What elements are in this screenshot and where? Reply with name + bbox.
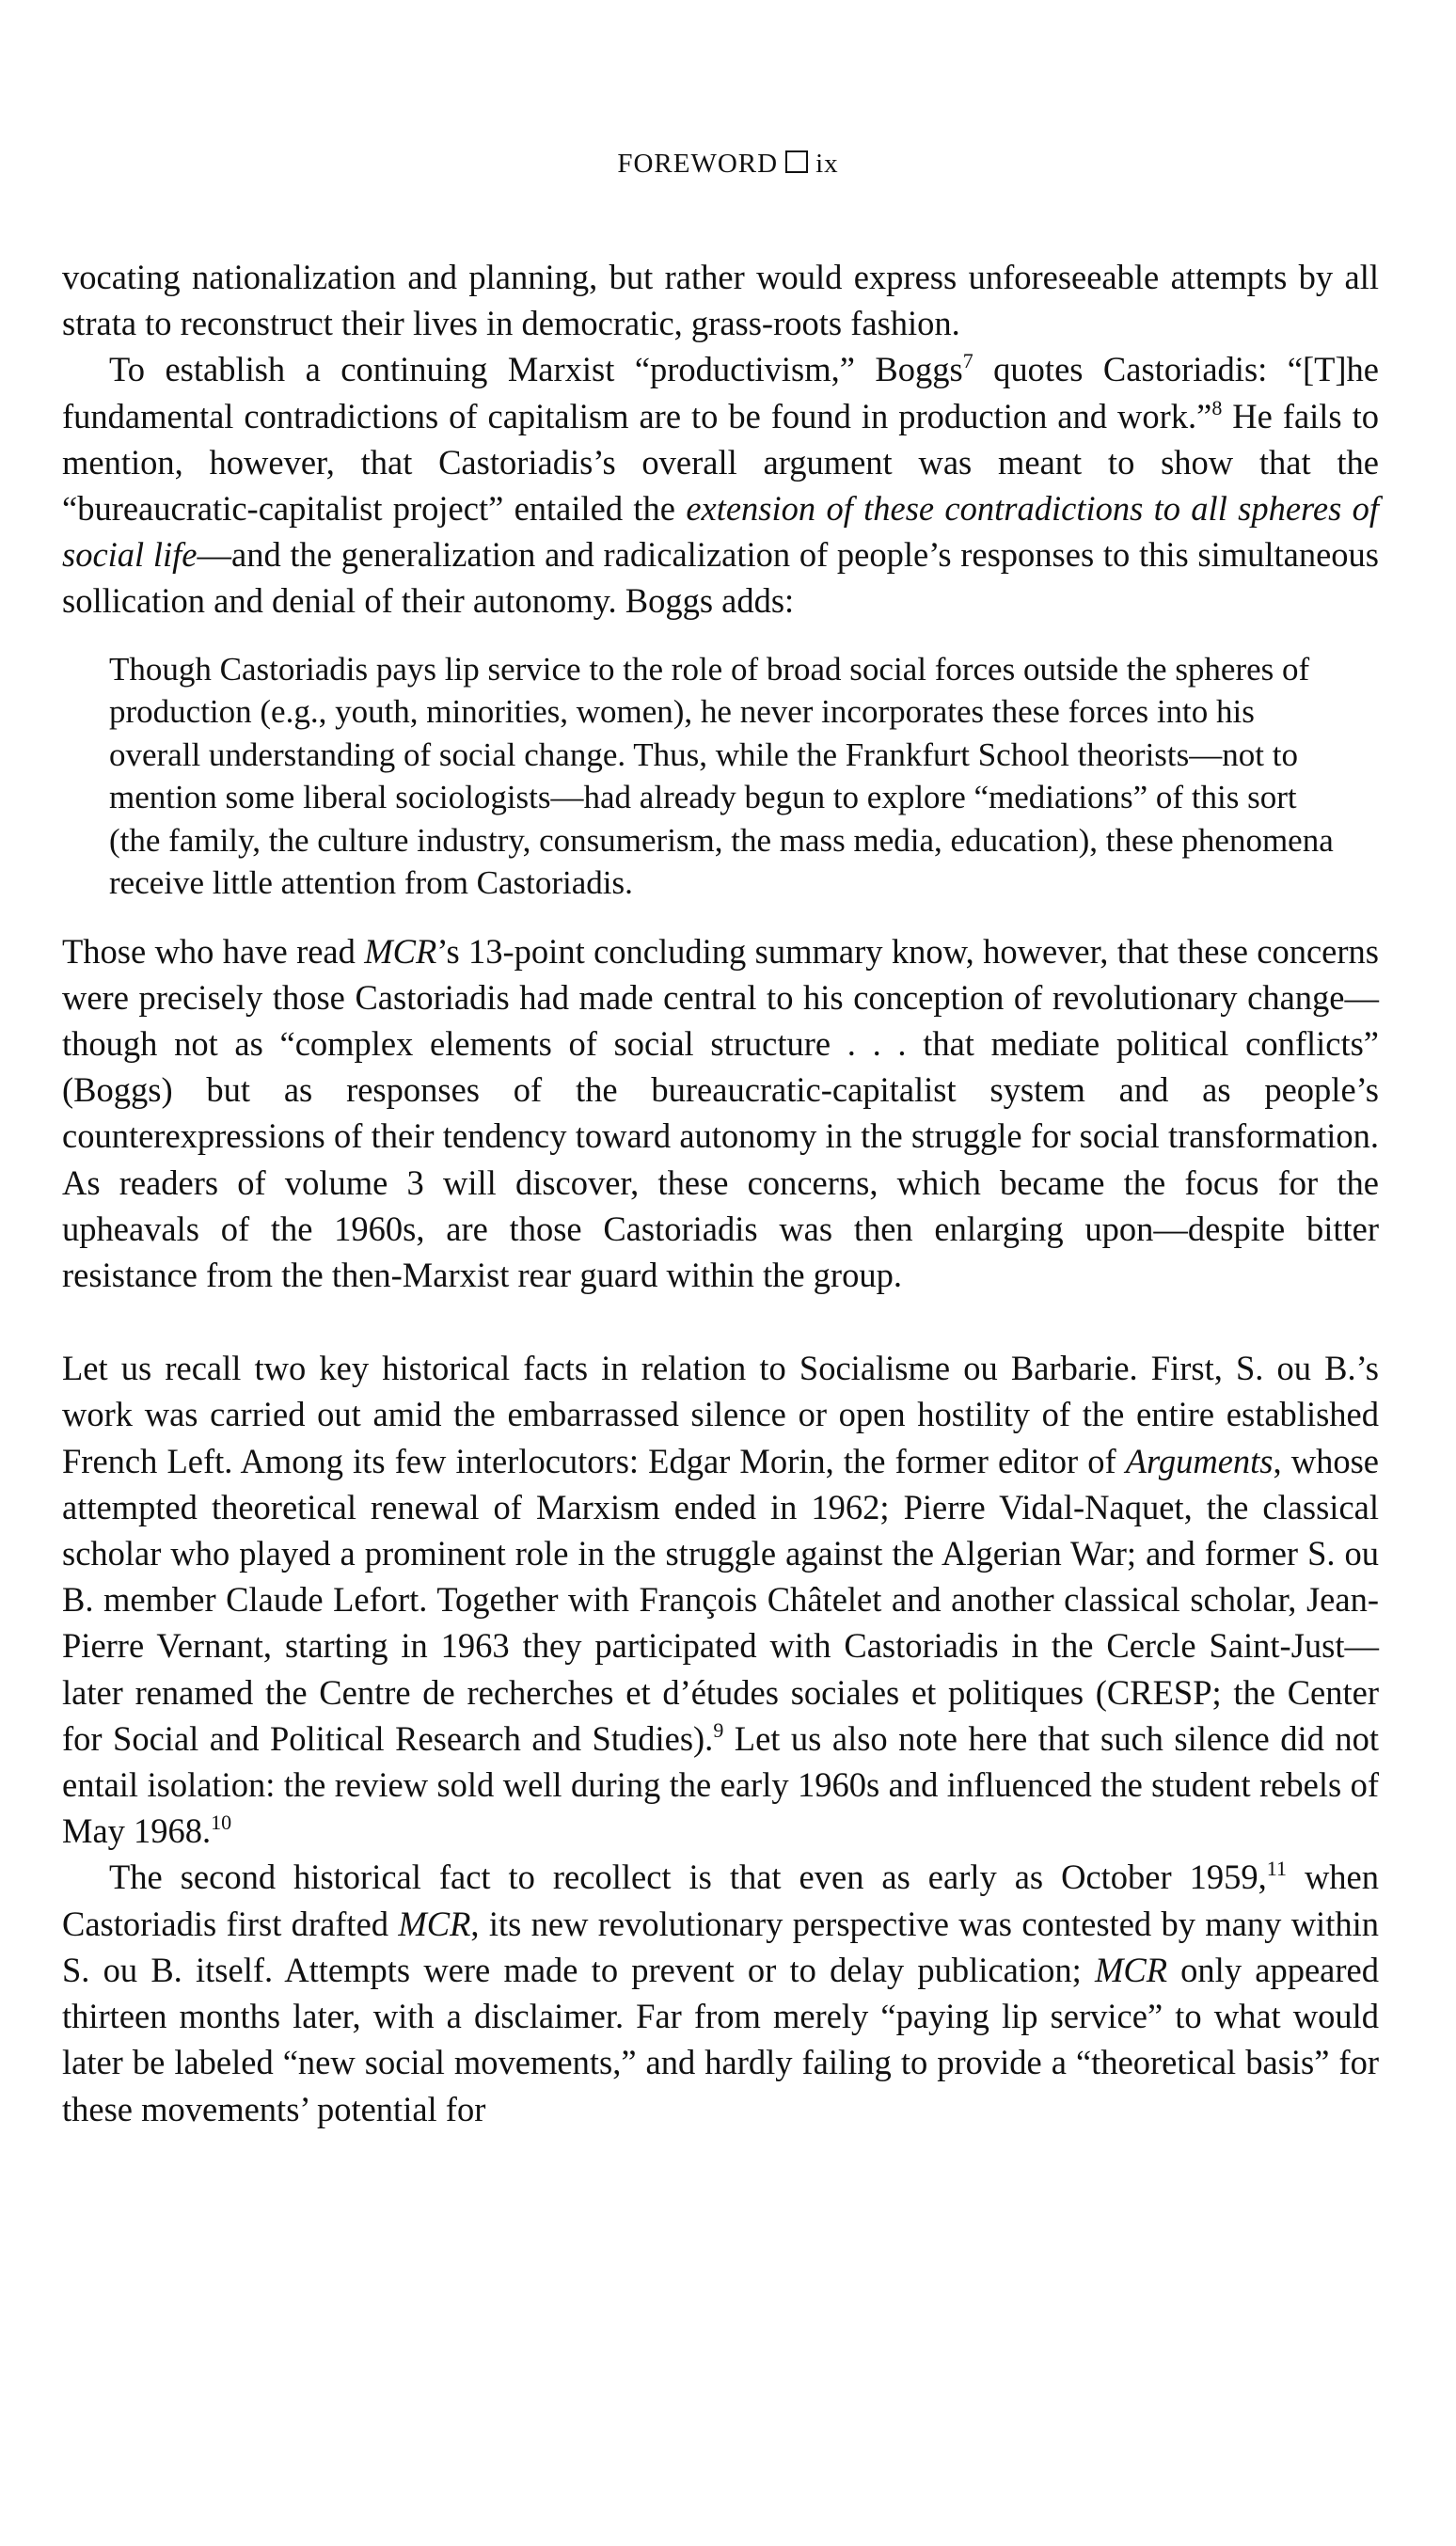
title-emphasis: Arguments (1125, 1441, 1274, 1480)
block-quote: Though Castoriadis pays lip service to the role of broad social forces outside the spheres of production (e.g., youth, minorities, women), he never incorporates these forces into his overall understanding of social change. Thus, while the Frankfurt School theorists—not to mention some liberal sociologists—had already begun to explore “mediations” of this sort (the family, the culture industry, consumerism, the mass media, education), these phenomena receive little attention from Castoriadis. (109, 650, 1334, 902)
paragraph: The second historical fact to recollect is that even as early as October 1959,11 when Castoriadis first drafted MCR, its new revolutionary perspective was contested by many within S. ou B. itself. Attempts were made to prevent or to delay publication; MCR only appeared thirteen months later, with a disclaimer. Far from merely “paying lip service” to what would later be labeled “new social movements,” and hardly failing to provide a “theoretical basis” for these movements’ potential for (62, 1857, 1380, 2128)
page-body (62, 254, 1379, 2132)
paragraph: To establish a continuing Marxist “productivism,” Boggs$^7$ quotes Castoriadis: “[T]he fundamental contradictions of capitalism are to be found in production and work.”$^8$ He fails to mention, however, that Castoriadis’s overall argument was meant to show that the “bureaucratic-capitalist project” entailed the extension of these contradictions to all spheres of social life—and the generalization and radicalization of people’s responses to this simultaneous sollication and denial of their autonomy. Boggs adds: (62, 349, 1379, 621)
paragraph: Those who have read MCR’s 13-point concluding summary know, however, that these concerns were precisely those Castoriadis had made central to his conception of revolutionary change—though not as “complex elements of social structure . . . that mediate political conflicts” (Boggs) but as responses of the bureaucratic-capitalist system and as people’s counterexpressions of their tendency toward autonomy in the struggle for social transformation. As readers of volume 3 will discover, these concerns, which became the focus for the upheavals of the 1960s, are those Castoriadis was then enlarging upon—despite bitter resistance from the then-Marxist rear guard within the group. (62, 931, 1379, 1295)
footnote-ref: 8 (1211, 395, 1223, 419)
footnote-ref: 9 (713, 1717, 724, 1742)
footnote-ref: 7 (962, 349, 973, 373)
footnote-ref: 10 (211, 1811, 232, 1835)
title-emphasis: MCR (398, 1904, 471, 1943)
footnote-ref: 11 (1266, 1857, 1287, 1881)
section-title: FOREWORD (617, 149, 779, 179)
emphasis: extension of these contradictions to all spheres of social life (62, 489, 1379, 575)
title-emphasis: MCR (1094, 1950, 1167, 1989)
paragraph: vocating nationalization and planning, but rather would express unforeseeable attempts by all strata to reconstruct their lives in democratic, grass-roots fashion. (62, 258, 1379, 343)
box-separator-icon (785, 150, 808, 173)
page-number: ix (815, 149, 839, 179)
paragraph: Let us recall two key historical facts in relation to Socialisme ou Barbarie. First, S. ou B.’s work was carried out amid the embarrassed silence or open hostility of the entire established French Left. Among its few interlocutors: Edgar Morin, the former editor of Arguments, whose attempted theoretical renewal of Marxism ended in 1962; Pierre Vidal-Naquet, the classical scholar who played a prominent role in the struggle against the Algerian War; and former S. ou B. member Claude Lefort. Together with François Châtelet and another classical scholar, Jean-Pierre Vernant, starting in 1963 they participated with Castoriadis in the Cercle Saint-Just—later renamed the Centre de recherches et d’études sociales et politiques (CRESP; the Center for Social and Political Research and Studies).$^9$ Let us also note here that such silence did not entail isolation: the review sold well during the early 1960s and influenced the student rebels of May 1968.10 (62, 1349, 1380, 1851)
running-head (0, 149, 1456, 180)
title-emphasis: MCR (364, 931, 437, 971)
